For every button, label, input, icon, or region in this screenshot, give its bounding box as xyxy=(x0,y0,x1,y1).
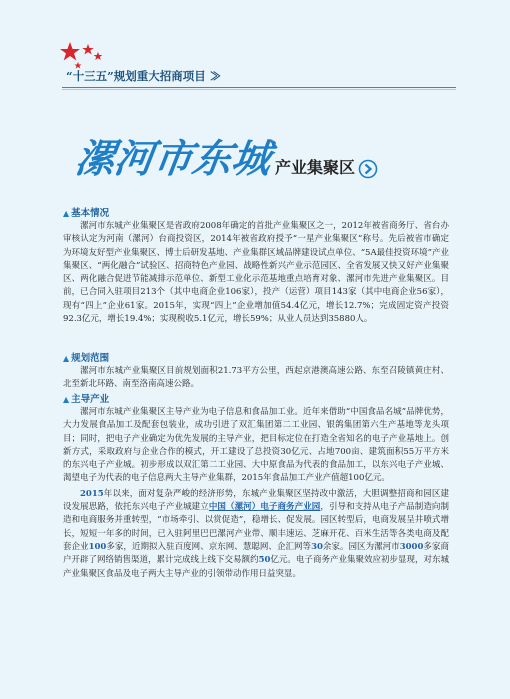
circle-arrow-right-icon xyxy=(358,159,378,179)
section-heading xyxy=(63,393,449,406)
section-heading xyxy=(63,352,449,365)
double-chevron-right-icon: ≫ xyxy=(209,69,222,83)
triangle-bullet-icon: ▲ xyxy=(63,208,70,218)
page-title: 漯河市东城 xyxy=(72,136,274,182)
section-basic xyxy=(63,207,449,326)
page-subtitle: 产业集聚区 xyxy=(275,158,356,177)
section-title: 基本情况 xyxy=(71,208,110,219)
header-divider-light xyxy=(62,89,456,90)
text-run: 年以来，面对复杂严峻的经济形势，东城产业集聚区坚持改中激活，大胆调整招商和园区建设发展思路，依托东兴电子产业城建立 xyxy=(63,488,449,513)
highlight-number: 50 xyxy=(258,555,271,566)
section-body-2 xyxy=(63,488,449,581)
highlight-year: 2015 xyxy=(80,488,104,499)
highlight-ecommerce-park: 中国（漯河）电子商务产业园 xyxy=(208,502,321,513)
section-body: 漯河市东城产业集聚区主导产业为电子信息和食品加工业。近年来借助“中国食品名城”品牌优势，大力发展食品加工及配套包装业，成功引进了双汇集团第二工业园、银鸽集团第六生产基地等龙头项目；同时，把电子产业确定为优先发展的主导产业，把目标定位在打造全省知名的电子产业基地上。创新方式，采取政府与企业合作的模式，开工建设了总投资30亿元、占地700亩、建筑面积55万平方米的东兴电子产业城。初步形成以双汇第二工业园、大中原食品为代表的食品加工，以东兴电子产业城、渴望电子为代表的电子信息两大主导产业集群，2015年食品加工产业产值超100亿元。 xyxy=(63,407,449,484)
highlight-number: 30 xyxy=(311,541,323,552)
highlight-number: 100 xyxy=(88,541,107,552)
triangle-bullet-icon: ▲ xyxy=(63,394,70,404)
red-stars-icon xyxy=(58,40,108,70)
triangle-bullet-icon: ▲ xyxy=(63,353,70,363)
header-divider xyxy=(62,87,456,88)
text-run: 多家商户开辟了网络销售渠道，累计完成线上线下交易额约 xyxy=(63,541,449,566)
text-run: 多家，近期拟入驻百度网、京东网、慧聪网、企汇网等 xyxy=(106,541,312,552)
text-run: ，引导和支持从电子产品制造向制造和电商服务并重转型，“市场牵引、以赏促造”，稳增长、促发展。园区转型后，电商发展呈井喷式增长，短短一年多的时间，已入驻阿里巴巴漯河产业带、顺丰速运、芝麻开花、百米生活等各类电商及配套企业 xyxy=(63,502,449,552)
page-heading xyxy=(72,128,378,182)
text-run: 余家。园区为漯河市 xyxy=(322,541,400,552)
section-title: 主导产业 xyxy=(71,394,110,405)
section-title: 规划范围 xyxy=(71,353,110,364)
section-industry xyxy=(63,393,449,581)
section-scope xyxy=(63,352,449,392)
highlight-number: 3000 xyxy=(399,541,424,552)
section-heading xyxy=(63,207,449,220)
text-run: 亿元。电子商务产业集聚效应初步显现，对东城产业集聚区食品及电子两大主导产业的引领带动作用日益突显。 xyxy=(63,555,449,579)
header-title-text: “十三五”规划重大招商项目 xyxy=(66,69,206,83)
section-body: 漯河市东城产业集聚区是省政府2008年确定的首批产业集聚区之一，2012年被省商务厅、省台办审核认定为河南（漯河）台商投资区，2014年被省政府授予“一星产业集聚区”称号。先后被省市确定为环境友好型产业集聚区、博士后研发基地、产业集群区域品牌建设试点单位、“5A最佳投资环境”产业集聚区、“两化融合”试验区、招商特色产业园、战略性新兴产业示范园区、全省发展又快又好产业集聚区、两化融合促进节能减排示范单位、新型工业化示范基地重点培育对象、漯河市先进产业集聚区。目前，已合同入驻项目213个（其中电商企业106家），投产（运营）项目143家（其中电商企业56家），现有“四上”企业61家。2015年，实现“四上”企业增加值54.4亿元，增长12.7%；完成固定资产投资92.3亿元，增长19.4%；实现税收5.1亿元，增长59%；从业人员达到35880人。 xyxy=(63,221,449,325)
header-title xyxy=(66,68,221,84)
section-body: 漯河市东城产业集聚区目前规划面积21.73平方公里，西起京港澳高速公路、东至召陵镇黄庄村、北至新北环路、南至洛南高速公路。 xyxy=(63,366,449,390)
